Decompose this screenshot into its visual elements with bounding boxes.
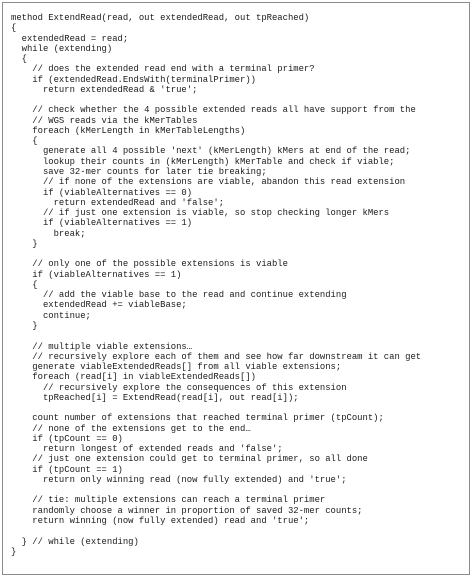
code-line <box>11 95 469 105</box>
code-line: { <box>11 23 17 34</box>
code-line: } // while (extending) <box>11 536 139 547</box>
code-listing <box>3 3 469 557</box>
code-line: generate all 4 possible 'next' (kMerLength) kMers at end of the read; <box>11 146 411 157</box>
code-line: return longest of extended reads and 'false'; <box>11 444 283 455</box>
code-line: continue; <box>11 310 91 321</box>
code-line: } <box>11 546 17 557</box>
code-listing-frame <box>2 2 470 575</box>
code-line: generate viableExtendedReads[] from all viable extensions; <box>11 362 342 373</box>
code-line: randomly choose a winner in proportion of saved 32-mer counts; <box>11 505 363 516</box>
code-line: // none of the extensions get to the end… <box>11 423 251 434</box>
code-line: // if just one extension is viable, so stop checking longer kMers <box>11 208 390 219</box>
code-line: if (extendedRead.EndsWith(terminalPrimer)) <box>11 74 256 85</box>
code-line: method ExtendRead(read, out extendedRead, out tpReached) <box>11 13 310 23</box>
code-line: while (extending) <box>11 43 113 54</box>
code-line: { <box>11 136 38 147</box>
code-line: extendedRead += viableBase; <box>11 300 187 311</box>
code-line: if (viableAlternatives == 1) <box>11 218 193 229</box>
code-line <box>11 403 469 413</box>
code-line: // add the viable base to the read and continue extending <box>11 290 347 301</box>
code-line: return only winning read (now fully extended) and 'true'; <box>11 474 347 485</box>
code-line <box>11 485 469 495</box>
code-line: { <box>11 54 27 65</box>
code-line: return extendedRead & 'true'; <box>11 84 198 95</box>
code-line: if (tpCount == 0) <box>11 433 123 444</box>
code-line: // recursively explore each of them and see how far downstream it can get <box>11 351 422 362</box>
code-line: if (viableAlternatives == 0) <box>11 187 193 198</box>
code-line <box>11 526 469 536</box>
code-line: // tie: multiple extensions can reach a terminal primer <box>11 495 326 506</box>
code-line <box>11 331 469 341</box>
code-line: } <box>11 320 38 331</box>
code-line: // check whether the 4 possible extended reads all have support from the <box>11 105 416 116</box>
code-line: if (tpCount == 1) <box>11 464 123 475</box>
code-line: // recursively explore the consequences of this extension <box>11 382 347 393</box>
code-line: save 32-mer counts for later tie breaking; <box>11 166 267 177</box>
code-line: // if none of the extensions are viable, abandon this read extension <box>11 177 406 188</box>
code-line: foreach (kMerLength in kMerTableLengths) <box>11 125 246 136</box>
code-line: // multiple viable extensions… <box>11 341 193 352</box>
code-line: // WGS reads via the kMerTables <box>11 115 198 126</box>
code-line: // only one of the possible extensions is viable <box>11 259 288 270</box>
code-line: extendedRead = read; <box>11 33 129 44</box>
code-line: return winning (now fully extended) read and 'true'; <box>11 516 310 527</box>
code-line <box>11 249 469 259</box>
code-line: break; <box>11 228 86 239</box>
code-line: } <box>11 238 38 249</box>
code-line: // just one extension could get to terminal primer, so all done <box>11 454 368 465</box>
code-line: foreach (read[i] in viableExtendedReads[]) <box>11 372 256 383</box>
code-line: count number of extensions that reached terminal primer (tpCount); <box>11 413 384 424</box>
code-line: // does the extended read end with a terminal primer? <box>11 64 315 75</box>
code-line: { <box>11 279 38 290</box>
code-line: return extendedRead and 'false'; <box>11 197 225 208</box>
code-line: tpReached[i] = ExtendRead(read[i], out read[i]); <box>11 392 299 403</box>
code-line: lookup their counts in (kMerLength) kMerTable and check if viable; <box>11 156 395 167</box>
code-line: if (viableAlternatives == 1) <box>11 269 182 280</box>
